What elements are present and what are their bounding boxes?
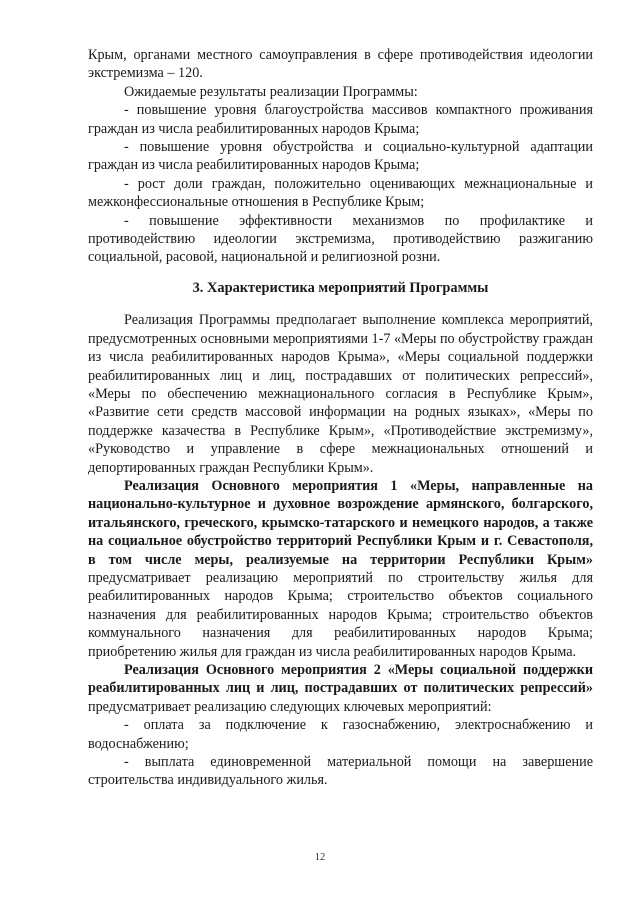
section-intro-paragraph: Реализация Программы предполагает выполнение комплекса мероприятий, предусмотренных основными мероприятиями 1-7 «Меры по обустройству граждан из числа реабилитированных народов Крыма», «Меры социальной поддержки реабилитированных лиц и лиц, пострадавших от политических репрессий», «Меры по обеспечению межнационального согласия в Республике Крым», «Развитие сети средств массовой информации на родных языках», «Меры по поддержке казачества в Республике Крым», «Противодействие экстремизму», «Руководство и управление в сфере межнациональных отношений и депортированных граждан Республики Крым». <box>88 312 593 476</box>
page-number: 12 <box>314 852 326 863</box>
document-page <box>88 46 593 790</box>
list-item-improvement: - повышение уровня благоустройства массивов компактного проживания граждан из числа реабилитированных народов Крыма; <box>88 102 593 137</box>
measure-2-title: Реализация Основного мероприятия 2 «Меры социальной поддержки реабилитированных лиц и лиц, пострадавших от политических репрессий» <box>88 662 593 697</box>
list-item-adaptation: - повышение уровня обустройства и социально-культурной адаптации граждан из числа реабилитированных народов Крыма; <box>88 139 593 174</box>
measure-2-text: предусматривает реализацию следующих ключевых мероприятий: <box>88 698 492 715</box>
section-heading: 3. Характеристика мероприятий Программы <box>192 279 489 296</box>
list-item-share-growth: - рост доли граждан, положительно оценивающих межнациональные и межконфессиональные отношения в Республике Крым; <box>88 175 593 211</box>
paragraph-expected-results-heading: Ожидаемые результаты реализации Программы: <box>124 83 418 100</box>
measure-1-title: Реализация Основного мероприятия 1 «Меры, направленные на национально-культурное и духовное возрождение армянского, болгарского, итальянского, греческого, крымско-татарского и немецкого народов, а также на социальное обустройство территорий Республики Крым и г. Севастополя, в том числе меры, реализуемые на территории Республики Крым» <box>88 477 593 568</box>
measure-1-text: предусматривает реализацию мероприятий по строительству жилья для реабилитированных народов Крыма; строительство объектов социального назначения для реабилитированных народов Крыма; строительство объектов коммунального назначения для реабилитированных народов Крыма; приобретению жилья для граждан из числа реабилитированных народов Крыма. <box>88 569 593 660</box>
measure-1-paragraph <box>88 477 593 661</box>
paragraph-continuation: Крым, органами местного самоуправления в сфере противодействия идеологии экстремизма – 120. <box>88 47 593 82</box>
list-item-connection-payment: - оплата за подключение к газоснабжению, электроснабжению и водоснабжению; <box>88 717 593 752</box>
list-item-extremism-prevention: - повышение эффективности механизмов по профилактике и противодействию идеологии экстремизма, противодействию разжиганию социальной, расовой, национальной и религиозной розни. <box>88 212 593 266</box>
measure-2-paragraph <box>88 661 593 716</box>
list-item-one-time-assistance: - выплата единовременной материальной помощи на завершение строительства индивидуального жилья. <box>88 754 593 789</box>
